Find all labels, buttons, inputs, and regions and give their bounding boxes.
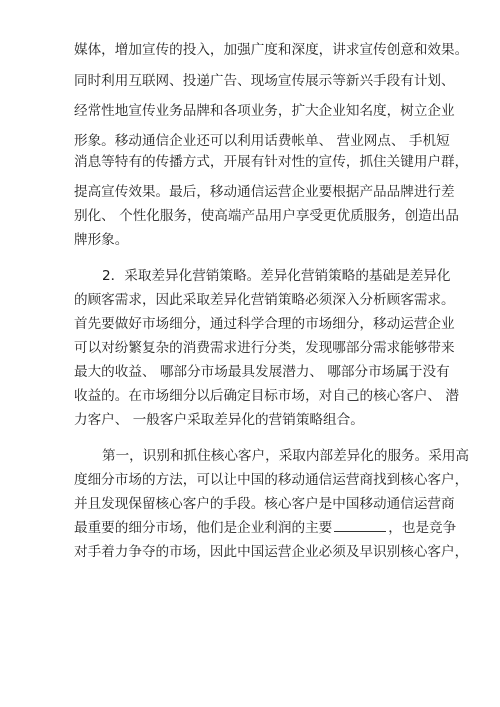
paragraph3-line-2: 度细分市场的方法，可以让中国的移动通信运营商找到核心客户， bbox=[74, 472, 469, 488]
paragraph3-line-4 bbox=[74, 518, 456, 538]
fill-in-blank bbox=[334, 518, 386, 532]
paragraph1-line-8: 牌形象。 bbox=[74, 232, 129, 248]
paragraph2-line-7: 力客户、 一般客户采取差异化的营销策略组合。 bbox=[74, 412, 364, 428]
paragraph2-line-1: 2．采取差异化营销策略。差异化营销策略的基础是差异化 bbox=[102, 268, 451, 284]
paragraph1-line-7: 别化、 个性化服务，使高端产品用户享受更优质服务，创造出品 bbox=[74, 208, 459, 224]
paragraph2-line-5: 最大的收益、 哪部分市场最具发展潜力、 哪部分市场属于没有 bbox=[74, 364, 450, 380]
paragraph1-line-3: 经常性地宣传业务品牌和各项业务，扩大企业知名度，树立企业 bbox=[74, 103, 455, 119]
paragraph1-line-1: 媒体，增加宣传的投入，加强广度和深度，讲求宣传创意和效果。 bbox=[74, 42, 469, 58]
paragraph1-line-6: 提高宣传效果。最后，移动通信运营企业要根据产品品牌进行差 bbox=[74, 184, 455, 200]
paragraph3-line-4-text: 最重要的细分市场，他们是企业利润的主要 bbox=[74, 520, 333, 536]
paragraph2-line-3: 首先要做好市场细分，通过科学合理的市场细分，移动运营企业 bbox=[74, 316, 455, 332]
paragraph3-line-1: 第一，识别和抓住核心客户，采取内部差异化的服务。采用高 bbox=[102, 448, 470, 464]
paragraph3-line-4-tail: ，也是竞争 bbox=[388, 520, 457, 536]
paragraph3-line-5: 对手着力争夺的市场，因此中国运营企业必须及早识别核心客户， bbox=[74, 544, 469, 560]
paragraph1-line-4: 形象。移动通信企业还可以利用话费帐单、 营业网点、 手机短 bbox=[74, 133, 450, 149]
paragraph1-line-2: 同时利用互联网、投递广告、现场宣传展示等新兴手段有计划、 bbox=[74, 73, 455, 89]
paragraph2-line-2: 的顾客需求，因此采取差异化营销策略必须深入分析顾客需求。 bbox=[74, 292, 455, 308]
paragraph3-line-3: 并且发现保留核心客户的手段。核心客户是中国移动通信运营商 bbox=[74, 496, 455, 512]
paragraph2-line-4: 可以对纷繁复杂的消费需求进行分类，发现哪部分需求能够带来 bbox=[74, 340, 455, 356]
paragraph1-line-5: 消息等特有的传播方式，开展有针对性的宣传，抓住关键用户群， bbox=[74, 154, 469, 170]
paragraph2-line-6: 收益的。在市场细分以后确定目标市场，对自己的核心客户、 潜 bbox=[74, 388, 459, 404]
